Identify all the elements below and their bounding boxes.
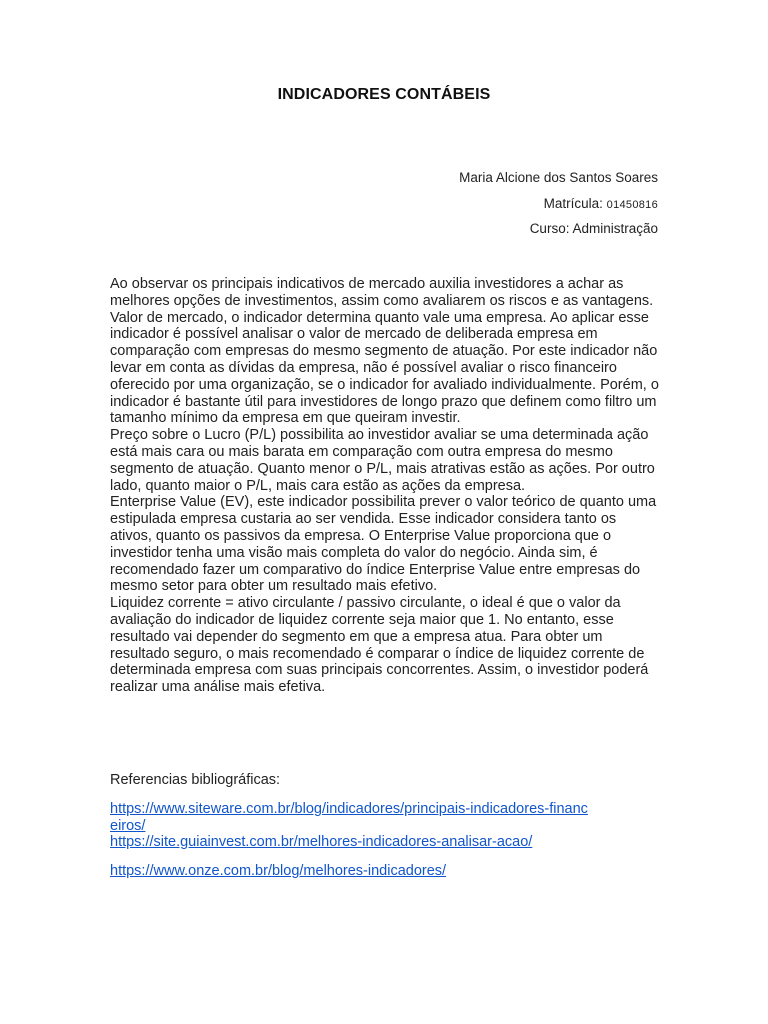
reference-link-siteware[interactable]: https://www.siteware.com.br/blog/indicadores/principais-indicadores-financeiros/ bbox=[110, 801, 588, 834]
paragraph-intro: Ao observar os principais indicativos de mercado auxilia investidores a achar as melhores opções de investimentos, assim como avaliarem os riscos e as vantagens. bbox=[110, 276, 654, 309]
matricula-line bbox=[544, 196, 658, 211]
matricula-label: Matrícula: bbox=[543, 196, 607, 211]
reference-link-guiainvest[interactable]: https://site.guiainvest.com.br/melhores-indicadores-analisar-acao/ bbox=[110, 834, 533, 850]
document-body bbox=[110, 276, 662, 696]
matricula-value: 01450816 bbox=[606, 199, 658, 211]
paragraph-enterprise-value: Enterprise Value (EV), este indicador possibilita prever o valor teórico de quanto uma estipulada empresa custaria ao ser vendida. Esse indicador considera tanto os ativos, quanto os passivos da empresa. O Enterprise Value proporciona que o investidor tenha uma visão mais completa do valor do negócio. Ainda sim, é recomendado fazer um comparativo do índice Enterprise Value entre empresas do mesmo setor para obter um resultado mais efetivo. bbox=[110, 494, 657, 595]
paragraph-valor-de-mercado: Valor de mercado, o indicador determina quanto vale uma empresa. Ao aplicar esse indicador é possível analisar o valor de mercado de deliberada empresa em comparação com empresas do mesmo segmento de atuação. Por este indicador não levar em conta as dívidas da empresa, não é possível avaliar o risco financeiro oferecido por uma organização, se o indicador for avaliado individualmente. Porém, o indicador é bastante útil para investidores de longo prazo que definem como filtro um tamanho mínimo da empresa em que queiram investir. bbox=[110, 309, 659, 427]
paragraph-liquidez-corrente: Liquidez corrente = ativo circulante / passivo circulante, o ideal é que o valor da avaliação do indicador de liquidez corrente seja maior que 1. No entanto, esse resultado vai depender do segmento em que a empresa atua. Para obter um resultado seguro, o mais recomendado é comparar o índice de liquidez corrente de determinada empresa com suas principais concorrentes. Assim, o investidor poderá realizar uma análise mais efetiva. bbox=[110, 595, 649, 696]
reference-link-onze[interactable]: https://www.onze.com.br/blog/melhores-indicadores/ bbox=[110, 863, 447, 879]
document-title: INDICADORES CONTÁBEIS bbox=[277, 86, 491, 103]
paragraph-preco-lucro: Preço sobre o Lucro (P/L) possibilita ao investidor avaliar se uma determinada ação está mais cara ou mais barata em comparação com outra empresa do mesmo segmento de atuação. Quanto menor o P/L, mais atrativas estão as ações. Por outro lado, quanto maior o P/L, mais cara estão as ações da empresa. bbox=[110, 427, 655, 494]
curso-line: Curso: Administração bbox=[529, 221, 658, 236]
references-heading: Referencias bibliográficas: bbox=[110, 772, 281, 788]
author-name: Maria Alcione dos Santos Soares bbox=[459, 170, 658, 185]
